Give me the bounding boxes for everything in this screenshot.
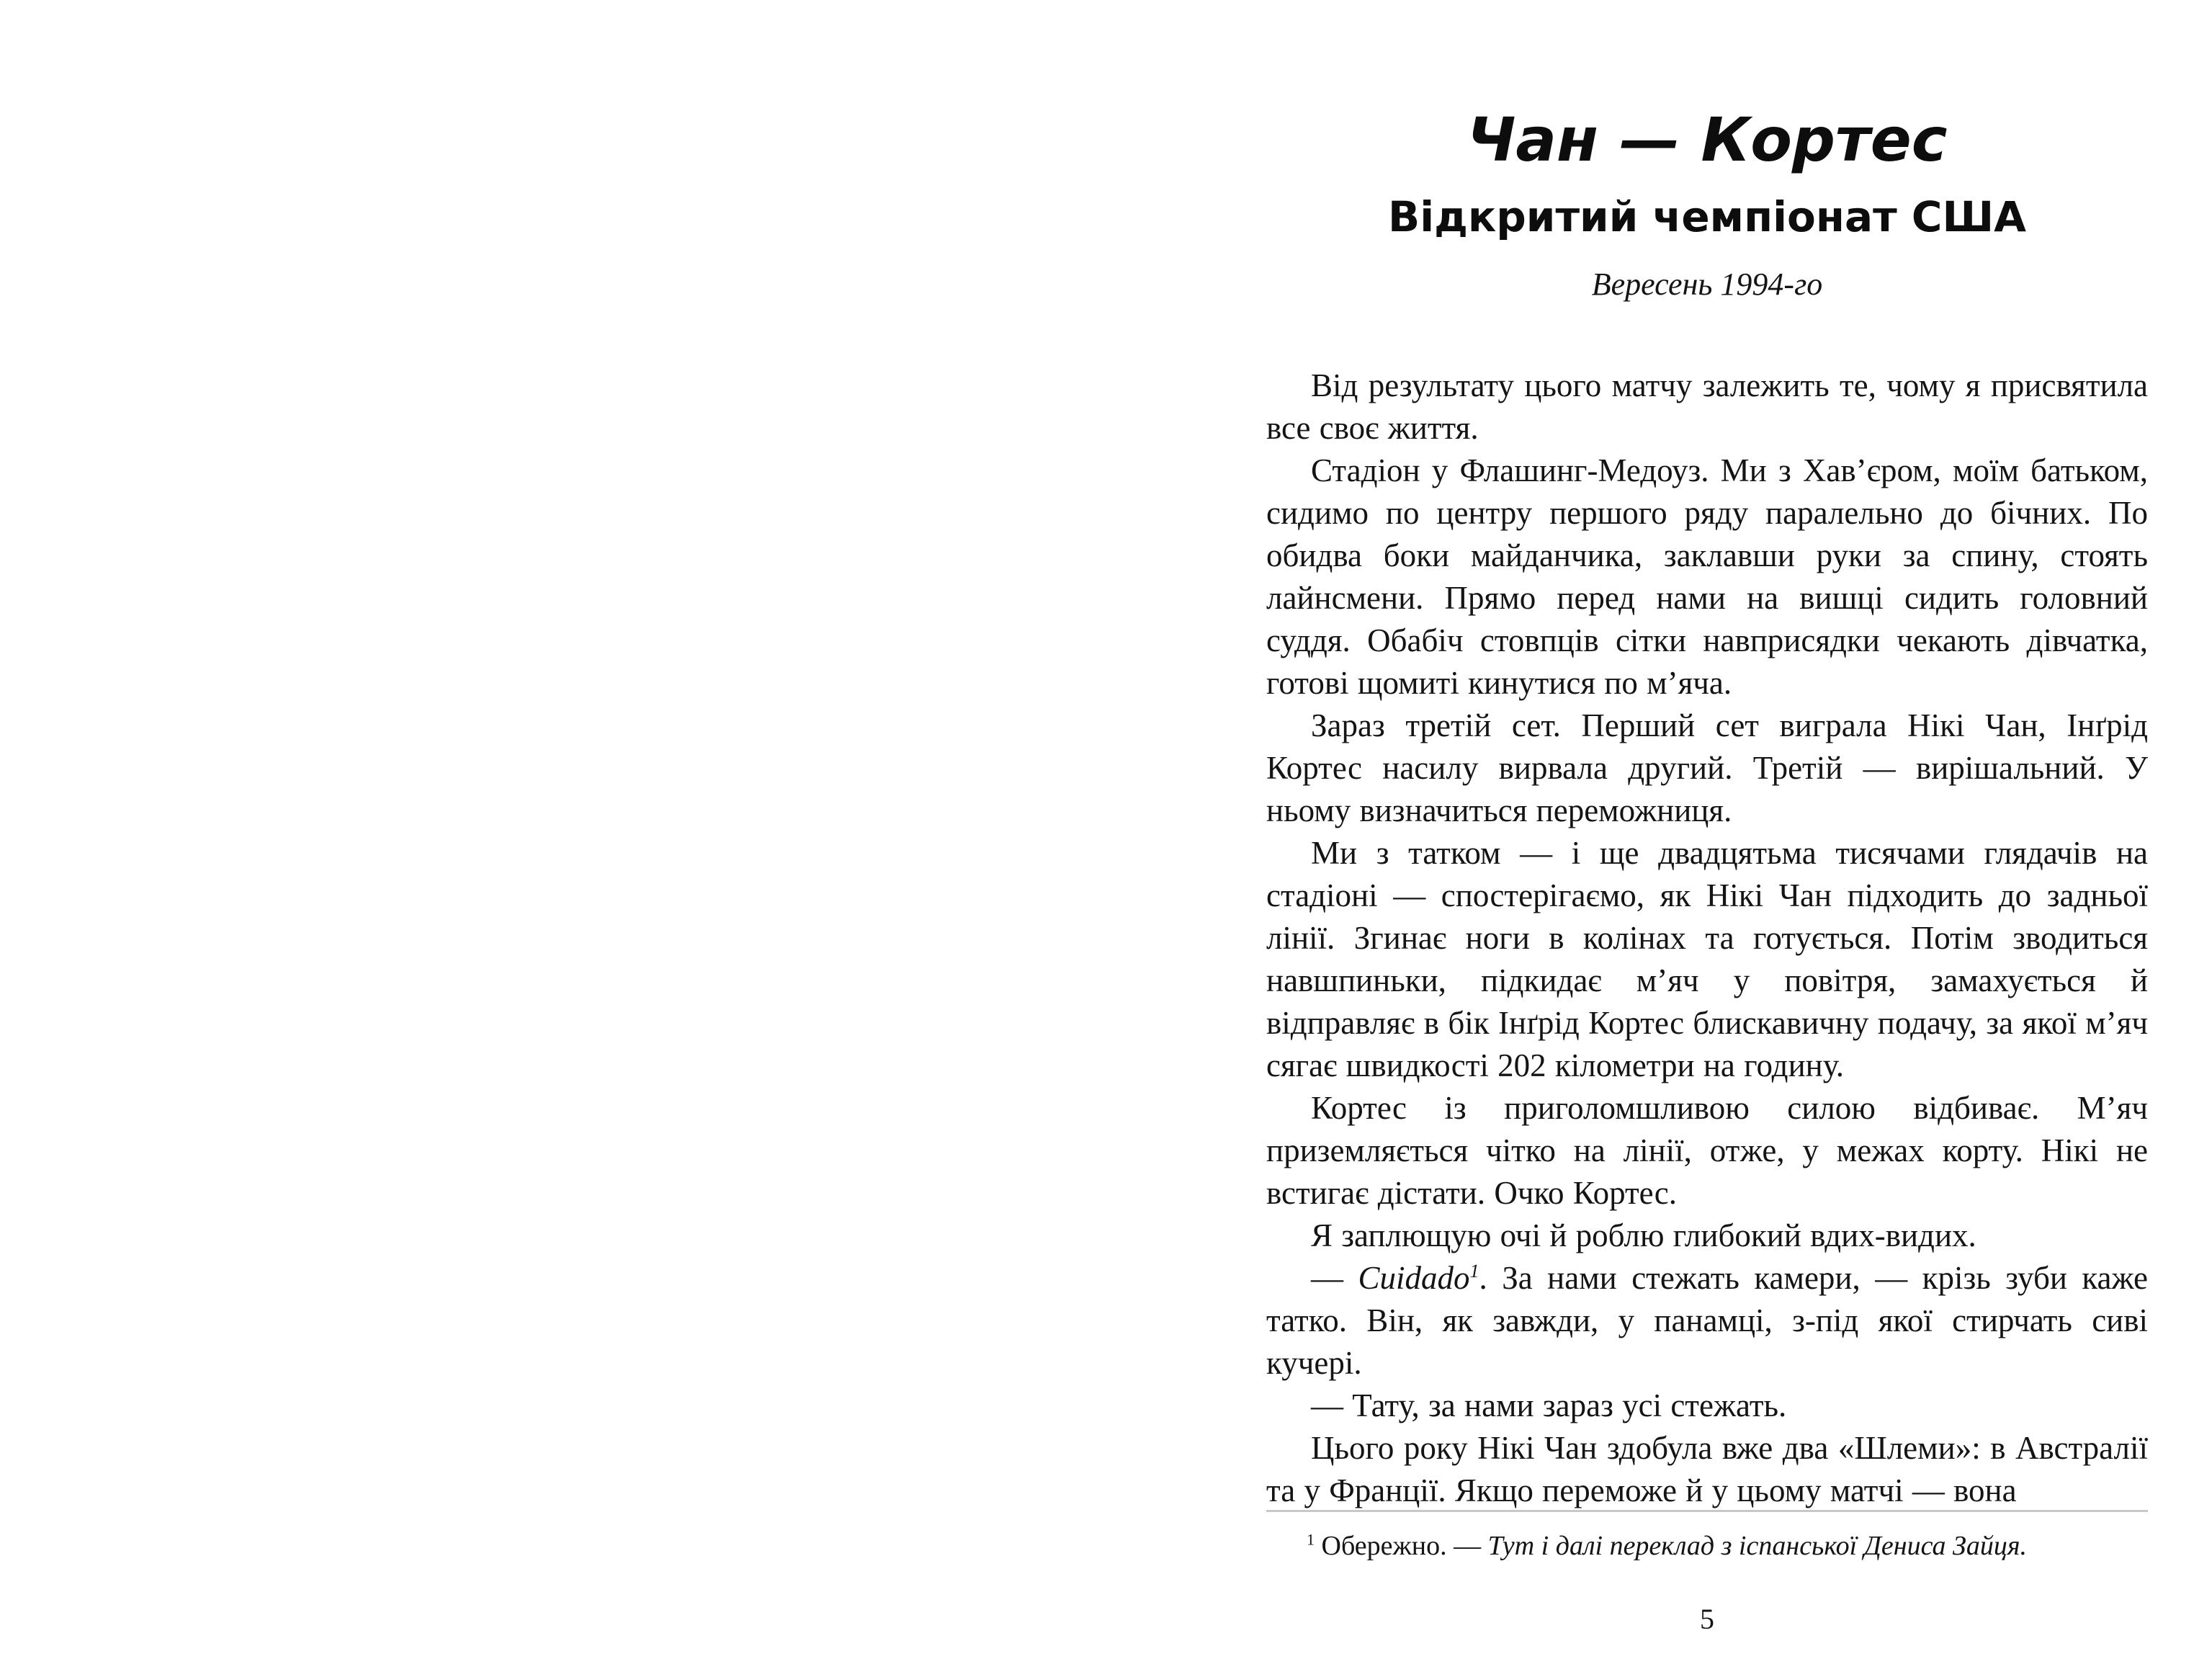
chapter-title: Чан — Кортес <box>1467 104 1948 175</box>
body-paragraph <box>1266 1257 2148 1385</box>
body-paragraph <box>1266 365 2148 450</box>
text-segment: — Тату, за нами зараз усі стежать. <box>1311 1387 1787 1424</box>
body-paragraph <box>1266 1385 2148 1427</box>
body-paragraph <box>1266 450 2148 705</box>
text-segment: 1 <box>1307 1530 1315 1549</box>
body-paragraph <box>1266 1215 2148 1257</box>
chapter-subtitle: Відкритий чемпіонат США <box>1387 192 2027 242</box>
chapter-date: Вересень 1994-го <box>1591 267 1823 303</box>
footnote-text <box>1266 1529 2148 1563</box>
text-segment: Кортес із приголомшливою силою відбиває. М’яч приземляється чітко на лінії, отже, у межах корту. Нікі не встигає дістати. Очко Кортес. <box>1266 1090 2148 1212</box>
text-segment: Я заплющую очі й роблю глибокий вдих-видих. <box>1311 1217 1976 1254</box>
text-segment: Обережно. — <box>1315 1531 1488 1561</box>
text-segment: Від результату цього матчу залежить те, чому я присвятила все своє життя. <box>1266 367 2148 447</box>
body-paragraph <box>1266 1087 2148 1215</box>
page-number: 5 <box>1700 1603 1714 1635</box>
text-segment: Ми з татком — і ще двадцятьма тисячами глядачів на стадіоні — спостерігаємо, як Нікі Чан підходить до задньої лінії. Згинає ноги в колінах та готується. Потім зводиться навшпиньки, підкидає м’яч у повітря, замахується й відправляє в бік Інґрід Кортес блискавичну подачу, за якої м’яч сягає швидкості 202 кілометри на годину. <box>1266 835 2148 1084</box>
text-segment: . За нами стежать камери, — крізь зуби каже татко. Він, як завжди, у панамці, з-під якої стирчать сиві кучері. <box>1266 1260 2148 1382</box>
text-segment: Тут і далі переклад з іспанської Дениса Зайця. <box>1487 1531 2027 1561</box>
text-segment: Цього року Нікі Чан здобула вже два «Шлеми»: в Австралії та у Франції. Якщо переможе й у цьому матчі — вона <box>1266 1430 2148 1509</box>
body-paragraph <box>1266 832 2148 1087</box>
body-paragraph <box>1266 705 2148 832</box>
text-segment: — <box>1311 1260 1358 1297</box>
footnote-divider <box>1266 1510 2148 1512</box>
body-text <box>1266 365 2148 1512</box>
text-segment: Стадіон у Флашинг-Медоуз. Ми з Хав’єром, моїм батьком, сидимо по центру першого ряду паралельно до бічних. По обидва боки майданчика, заклавши руки за спину, стоять лайнсмени. Прямо перед нами на вишці сидить головний суддя. Обабіч стовпців сітки навприсядки чекають дівчатка, готові щомиті кинутися по м’яча. <box>1266 452 2148 702</box>
text-segment: Cuidado <box>1358 1260 1470 1297</box>
text-segment: 1 <box>1469 1261 1479 1282</box>
text-segment: Зараз третій сет. Перший сет виграла Нікі Чан, Інґрід Кортес насилу вирвала другий. Третій — вирішальний. У ньому визначиться переможниця. <box>1266 707 2148 829</box>
body-paragraph <box>1266 1427 2148 1512</box>
text-column <box>1266 104 2148 1512</box>
